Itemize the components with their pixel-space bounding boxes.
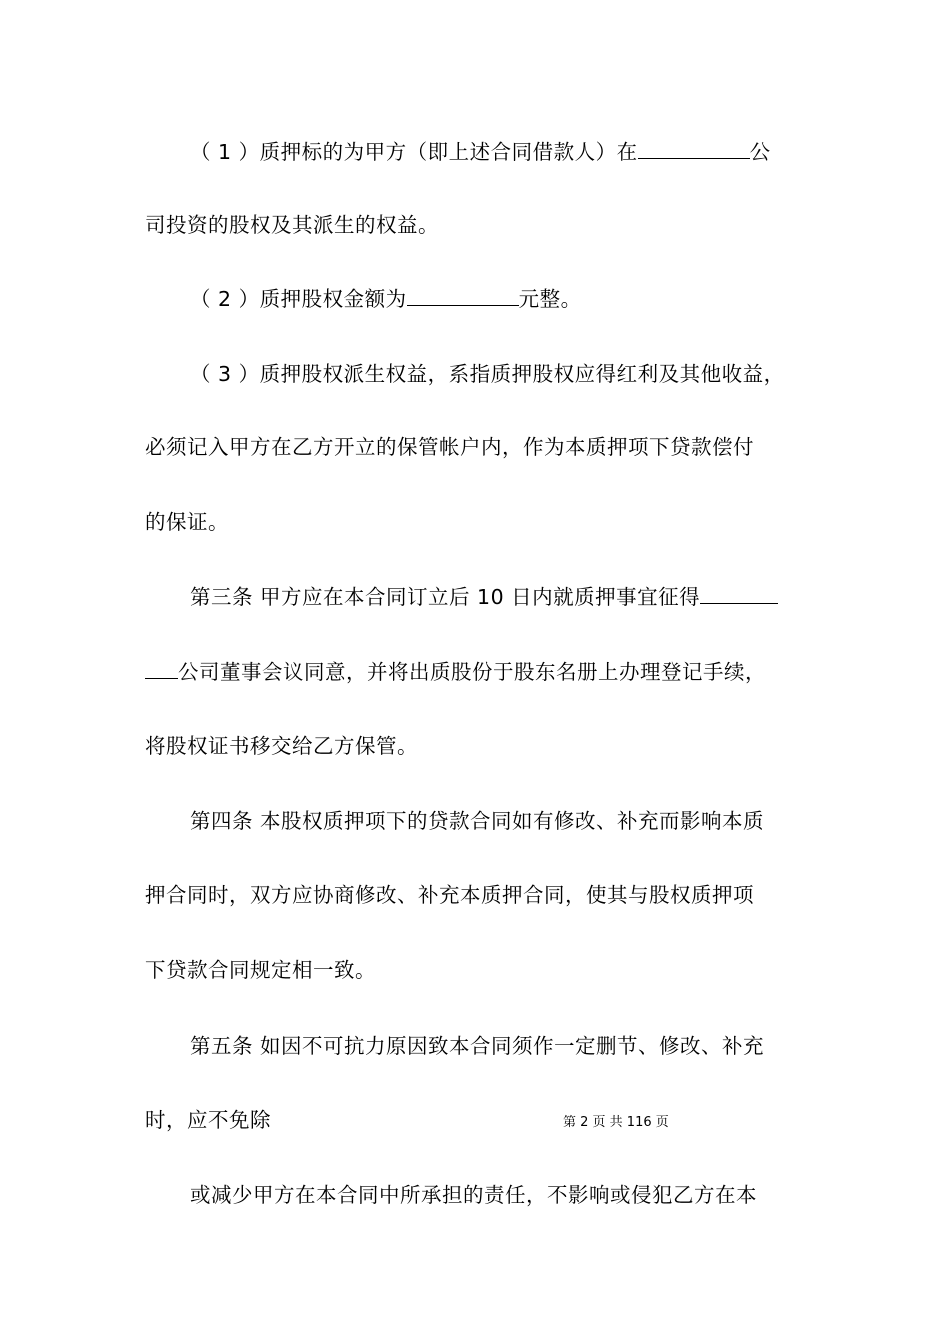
text-segment: （ 2 ）质押股权金额为	[190, 287, 407, 311]
text-segment: 时，应不免除	[145, 1108, 271, 1132]
clause-2-line	[190, 285, 582, 313]
text-segment: （ 1 ）质押标的为甲方（即上述合同借款人）在	[190, 140, 638, 164]
text-segment: 或减少甲方在本合同中所承担的责任，不影响或侵犯乙方在本	[190, 1183, 757, 1207]
text-segment: 必须记入甲方在乙方开立的保管帐户内，作为本质押项下贷款偿付	[145, 435, 754, 459]
text-segment: 押合同时，双方应协商修改、补充本质押合同，使其与股权质押项	[145, 883, 754, 907]
clause-3-line	[190, 360, 785, 388]
article-5-line	[190, 1032, 764, 1060]
text-segment: 公司董事会议同意，并将出质股份于股东名册上办理登记手续，	[178, 660, 766, 684]
text-segment: 司投资的股权及其派生的权益。	[145, 213, 439, 237]
fill-in-blank-amount	[407, 285, 519, 306]
text-segment: 第五条 如因不可抗力原因致本合同须作一定删节、修改、补充	[190, 1034, 765, 1058]
article-4-line	[190, 807, 764, 835]
clause-1-line	[190, 138, 771, 166]
article-5-continuation	[145, 1106, 271, 1134]
fill-in-blank-company	[700, 583, 778, 604]
clause-3-continuation	[145, 508, 229, 536]
clause-3-continuation	[145, 433, 754, 461]
article-4-continuation	[145, 956, 376, 984]
text-segment: 元整。	[518, 287, 582, 311]
text-segment: 第三条 甲方应在本合同订立后 10 日内就质押事宜征得	[190, 585, 701, 609]
article-5-continuation	[190, 1181, 757, 1209]
text-segment: 将股权证书移交给乙方保管。	[145, 734, 418, 758]
article-3-line	[190, 583, 778, 611]
text-segment: （ 3 ）质押股权派生权益，系指质押股权应得红利及其他收益，	[190, 362, 785, 386]
clause-1-continuation	[145, 211, 439, 239]
text-segment: 第四条 本股权质押项下的贷款合同如有修改、补充而影响本质	[190, 809, 765, 833]
article-3-continuation	[145, 658, 766, 686]
text-segment: 公	[749, 140, 771, 164]
page-number-footer: 第 2 页 共 116 页	[563, 1115, 669, 1130]
fill-in-blank-company-cont	[145, 658, 178, 679]
text-segment: 的保证。	[145, 510, 229, 534]
article-3-continuation	[145, 732, 418, 760]
fill-in-blank-company	[638, 138, 750, 159]
text-segment: 下贷款合同规定相一致。	[145, 958, 376, 982]
article-4-continuation	[145, 881, 754, 909]
